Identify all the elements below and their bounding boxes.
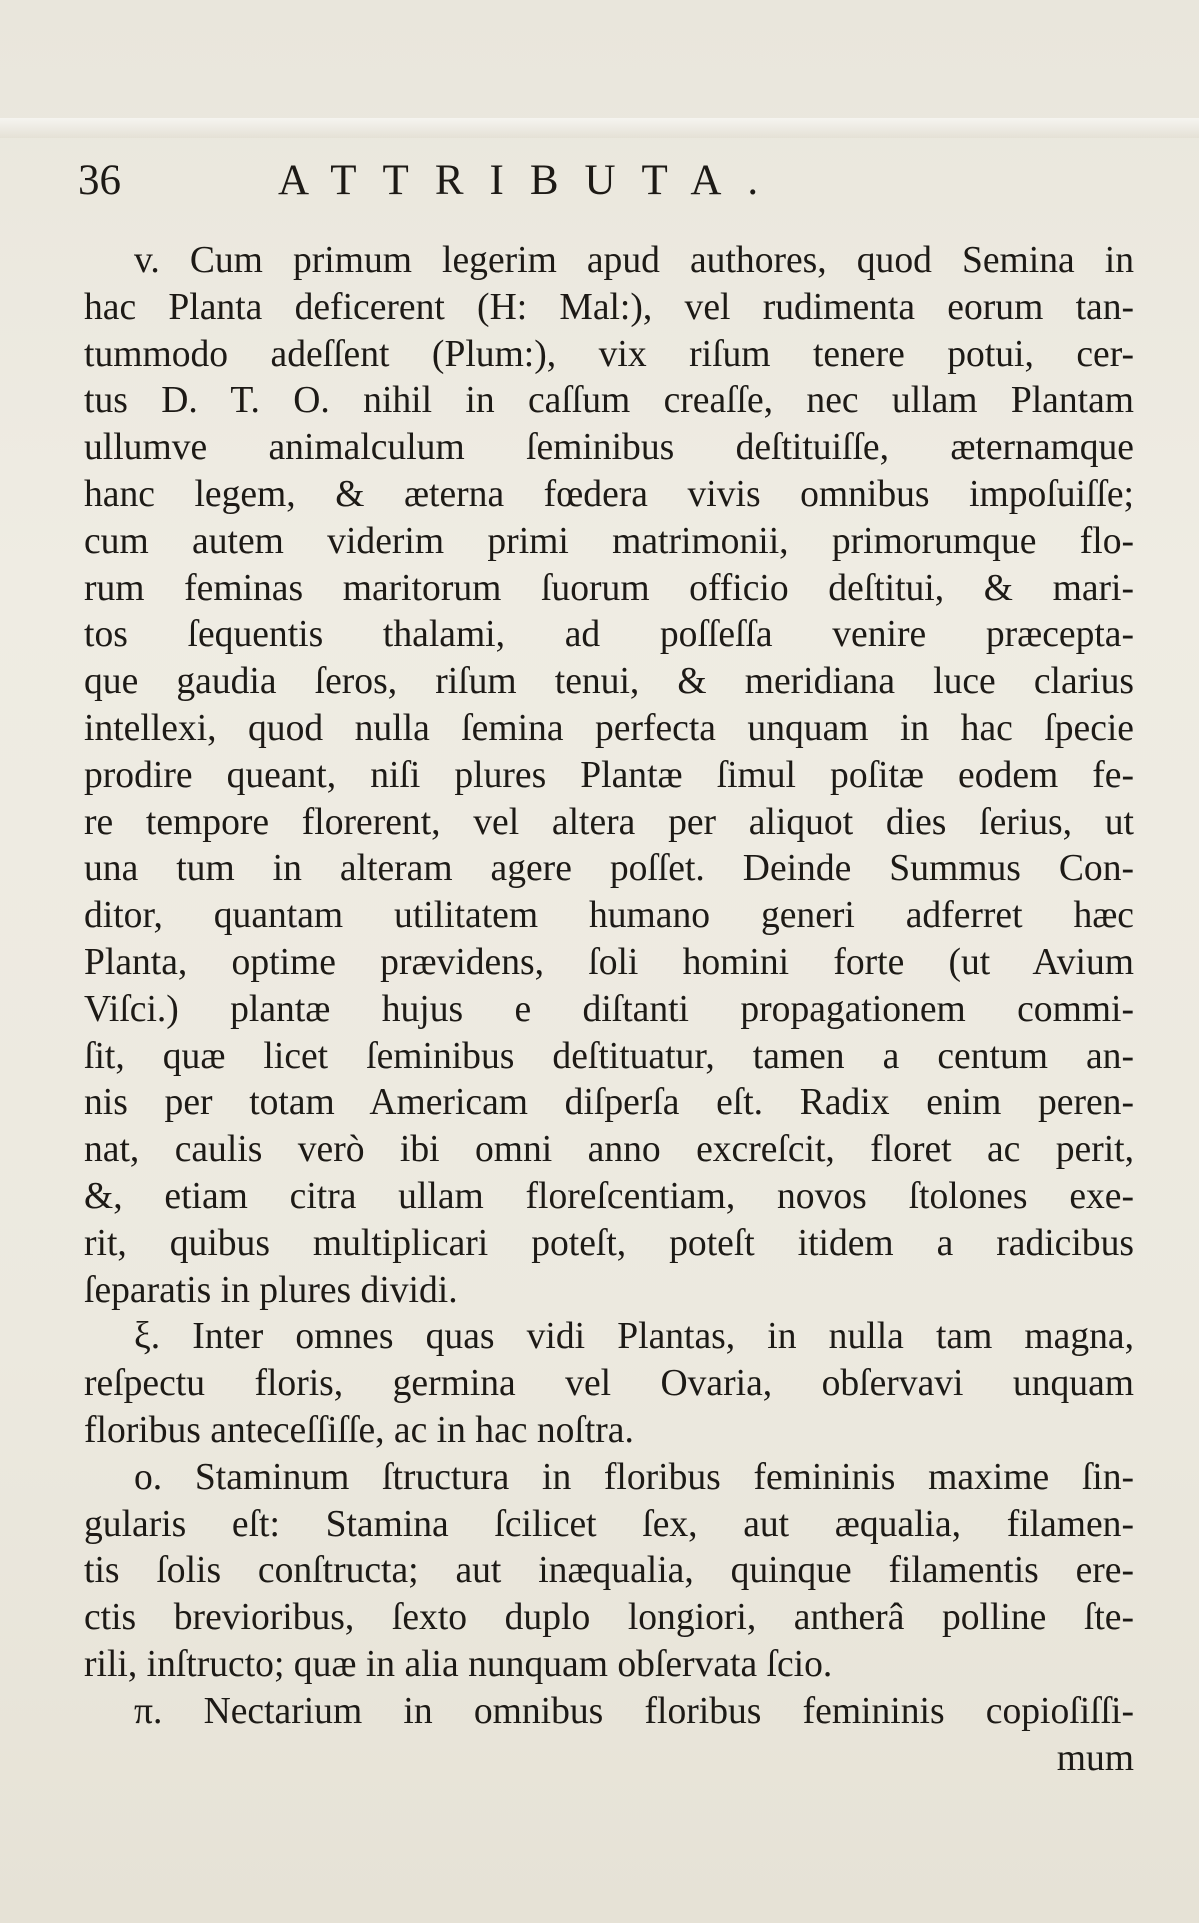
text-line: re tempore florerent, vel altera per aliquot dies ſerius, ut — [84, 801, 1134, 843]
body-text — [84, 238, 1134, 1782]
text-line: rit, quibus multiplicari poteſt, poteſt itidem a radicibus — [84, 1222, 1134, 1264]
text-line: ditor, quantam utilitatem humano generi adferret hæc — [84, 895, 1134, 937]
text-line: tis ſolis conſtructa; aut inæqualia, quinque filamentis ere- — [84, 1550, 1134, 1592]
page-header — [78, 156, 1118, 216]
text-line: que gaudia ſeros, riſum tenui, & meridiana luce clarius — [84, 661, 1134, 703]
text-line: rum feminas maritorum ſuorum officio deſtitui, & mari- — [84, 567, 1134, 609]
text-line: nat, caulis verò ibi omni anno excreſcit, floret ac perit, — [84, 1129, 1134, 1171]
text-line: intellexi, quod nulla ſemina perfecta unquam in hac ſpecie — [84, 707, 1134, 749]
text-line: Viſci.) plantæ hujus e diſtanti propagationem commi- — [84, 988, 1134, 1030]
text-line: hac Planta deficerent (H: Mal:), vel rudimenta eorum tan- — [84, 286, 1134, 328]
text-line: gularis eſt: Stamina ſcilicet ſex, aut æqualia, filamen- — [84, 1503, 1134, 1545]
text-line: reſpectu floris, germina vel Ovaria, obſervavi unquam — [84, 1363, 1134, 1405]
paragraph-marker: v. — [134, 240, 160, 281]
text-line: tos ſequentis thalami, ad poſſeſſa venire præcepta- — [84, 614, 1134, 656]
text-line: o. Staminum ſtructura in floribus femininis maxime ſin- — [134, 1456, 1134, 1498]
running-title: ATTRIBUTA. — [278, 157, 785, 204]
paragraph-marker: π. — [134, 1690, 163, 1732]
text-line: hanc legem, & æterna fœdera vivis omnibus impoſuiſſe; — [84, 473, 1134, 515]
text-line: prodire queant, niſi plures Plantæ ſimul poſitæ eodem fe- — [84, 754, 1134, 796]
text-line: cum autem viderim primi matrimonii, primorumque flo- — [84, 520, 1134, 562]
text-line: ullumve animalculum ſeminibus deſtituiſſe, æternamque — [84, 427, 1134, 469]
catchword: mum — [1056, 1737, 1134, 1779]
paragraph-marker: o. — [134, 1456, 163, 1498]
page-number: 36 — [78, 157, 121, 204]
text-line: nis per totam Americam diſperſa eſt. Radix enim peren- — [84, 1082, 1134, 1124]
text-line: Planta, optime prævidens, ſoli homini forte (ut Avium — [84, 941, 1134, 983]
page-fold-shadow — [0, 118, 1199, 138]
text-line: π. Nectarium in omnibus floribus femininis copioſiſſi- — [134, 1690, 1134, 1732]
text-line: tummodo adeſſent (Plum:), vix riſum tenere potui, cer- — [84, 333, 1134, 375]
text-line: tus D. T. O. nihil in caſſum creaſſe, nec ullam Plantam — [84, 380, 1134, 422]
text-line: rili, inſtructo; quæ in alia nunquam obſervata ſcio. — [84, 1643, 833, 1685]
paragraph-marker: ξ. — [134, 1316, 161, 1358]
text-line: ſeparatis in plures dividi. — [84, 1269, 458, 1311]
text-line: &, etiam citra ullam floreſcentiam, novos ſtolones exe- — [84, 1175, 1134, 1217]
text-line: ctis brevioribus, ſexto duplo longiori, antherâ polline ſte- — [84, 1597, 1134, 1639]
text-line: v. Cum primum legerim apud authores, quod Semina in — [134, 240, 1134, 281]
text-line: una tum in alteram agere poſſet. Deinde Summus Con- — [84, 848, 1134, 890]
text-line: floribus anteceſſiſſe, ac in hac noſtra. — [84, 1409, 634, 1451]
text-line: ſit, quæ licet ſeminibus deſtituatur, tamen a centum an- — [84, 1035, 1134, 1077]
text-line: ξ. Inter omnes quas vidi Plantas, in nulla tam magna, — [134, 1316, 1134, 1358]
